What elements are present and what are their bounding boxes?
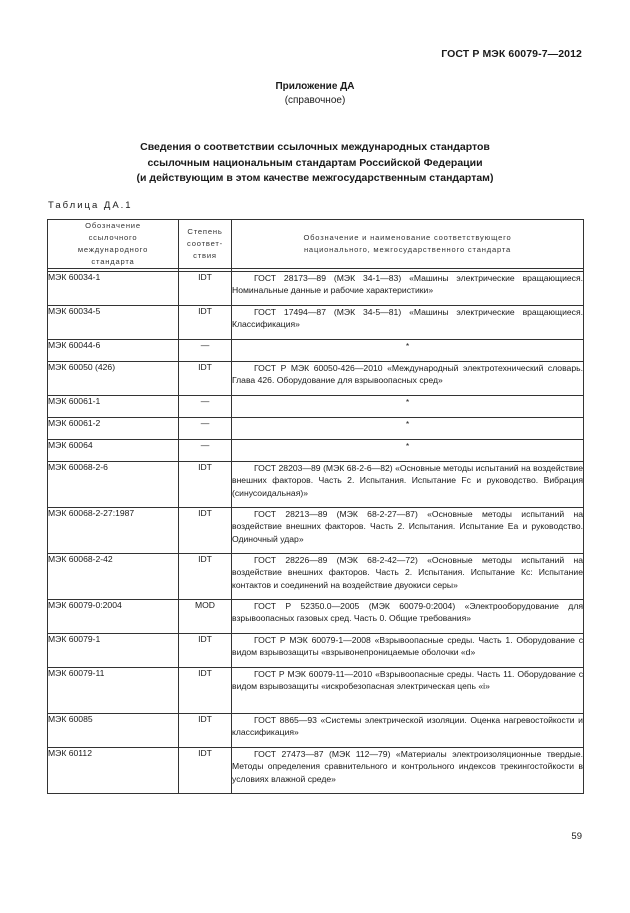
- cell-national-standard: [232, 362, 584, 396]
- cell-international-standard: МЭК 60068-2-6: [48, 462, 179, 508]
- cell-degree: —: [179, 418, 232, 440]
- standards-table: [47, 219, 584, 794]
- cell-international-standard: МЭК 60068-2-27:1987: [48, 508, 179, 554]
- cell-national-standard: [232, 554, 584, 600]
- cell-international-standard: МЭК 60112: [48, 748, 179, 794]
- table-row: [48, 418, 584, 440]
- cell-international-standard: МЭК 60050 (426): [48, 362, 179, 396]
- national-standard-text: ГОСТ 28226—89 (МЭК 68-2-42—72) «Основные методы испытаний на воздействие внешних факторов. Часть 2. Испытания. Испытание Кс: Испытание контактов и соединений на воздействие двуокиси серы»: [232, 555, 583, 590]
- cell-degree: IDT: [179, 508, 232, 554]
- cell-degree: IDT: [179, 714, 232, 748]
- cell-degree: IDT: [179, 668, 232, 714]
- table-row: [48, 714, 584, 748]
- cell-national-standard: [232, 600, 584, 634]
- national-standard-text: *: [405, 397, 410, 407]
- cell-international-standard: МЭК 60061-1: [48, 396, 179, 418]
- cell-national-standard: [232, 418, 584, 440]
- section-title-line-3: (и действующим в этом качестве межгосударственным стандартам): [136, 172, 494, 184]
- cell-national-standard: [232, 272, 584, 306]
- cell-degree: IDT: [179, 362, 232, 396]
- cell-international-standard: МЭК 60034-1: [48, 272, 179, 306]
- national-standard-text: ГОСТ 8865—93 «Системы электрической изоляции. Оценка нагревостойкости и классификация»: [232, 715, 583, 738]
- table-row: [48, 272, 584, 306]
- national-standard-text: ГОСТ 28203—89 (МЭК 68-2-6—82) «Основные методы испытаний на воздействие внешних факторов. Часть 2. Испытания. Испытание Fc и руководство. Вибрация (синусоидальная)»: [232, 463, 583, 498]
- national-standard-text: *: [405, 441, 410, 451]
- national-standard-text: ГОСТ 17494—87 (МЭК 34-5—81) «Машины электрические вращающиеся. Классификация»: [232, 307, 583, 330]
- table-row: [48, 600, 584, 634]
- national-standard-text: ГОСТ 28173—89 (МЭК 34-1—83) «Машины электрические вращающиеся. Номинальные данные и рабочие характеристики»: [232, 273, 583, 296]
- cell-international-standard: МЭК 60064: [48, 440, 179, 462]
- national-standard-text: ГОСТ Р МЭК 60050-426—2010 «Международный электротехнический словарь. Глава 426. Оборудование для взрывоопасных сред»: [232, 363, 583, 386]
- national-standard-text: ГОСТ 28213—89 (МЭК 68-2-27—87) «Основные методы испытаний на воздействие внешних факторов. Часть 2. Испытания. Испытание Ea и руководство. Одиночный удар»: [232, 509, 583, 544]
- cell-degree: IDT: [179, 306, 232, 340]
- cell-degree: IDT: [179, 634, 232, 668]
- table-row: [48, 440, 584, 462]
- section-title-line-2: ссылочным национальным стандартам Российской Федерации: [147, 156, 483, 169]
- header-international-standard: Обозначение ссылочного международного стандарта: [48, 220, 179, 269]
- cell-degree: IDT: [179, 748, 232, 794]
- table-row: [48, 668, 584, 714]
- header-degree: Степень соответ-ствия: [179, 220, 232, 269]
- national-standard-text: ГОСТ Р 52350.0—2005 (МЭК 60079-0:2004) «Электрооборудование для взрывоопасных газовых сред. Часть 0. Общие требования»: [232, 601, 583, 624]
- cell-national-standard: [232, 748, 584, 794]
- cell-degree: —: [179, 340, 232, 362]
- cell-degree: —: [179, 396, 232, 418]
- cell-national-standard: [232, 440, 584, 462]
- cell-degree: IDT: [179, 462, 232, 508]
- national-standard-text: *: [405, 419, 410, 429]
- cell-international-standard: МЭК 60034-5: [48, 306, 179, 340]
- cell-national-standard: [232, 306, 584, 340]
- header-national-standard: Обозначение и наименование соответствующего национального, межгосударственного стандарта: [232, 220, 584, 269]
- cell-national-standard: [232, 634, 584, 668]
- table-label: Таблица ДА.1: [48, 200, 133, 211]
- cell-international-standard: МЭК 60079-0:2004: [48, 600, 179, 634]
- appendix-title: Приложение ДА: [275, 81, 355, 92]
- appendix-subtitle: (справочное): [284, 95, 346, 106]
- table-row: [48, 634, 584, 668]
- table-header-row: [48, 220, 584, 269]
- cell-national-standard: [232, 396, 584, 418]
- table-row: [48, 748, 584, 794]
- cell-international-standard: МЭК 60061-2: [48, 418, 179, 440]
- section-title-line-1: Сведения о соответствии ссылочных международных стандартов: [140, 141, 490, 153]
- cell-degree: —: [179, 440, 232, 462]
- section-title: [40, 140, 590, 187]
- cell-degree: IDT: [179, 272, 232, 306]
- cell-degree: IDT: [179, 554, 232, 600]
- cell-national-standard: [232, 714, 584, 748]
- national-standard-text: ГОСТ Р МЭК 60079-11—2010 «Взрывоопасные среды. Часть 11. Оборудование с видом взрывозащиты «искробезопасная электрическая цепь «i»: [232, 669, 583, 692]
- table-body: [48, 272, 584, 794]
- national-standard-text: *: [405, 341, 410, 351]
- cell-national-standard: [232, 508, 584, 554]
- cell-national-standard: [232, 668, 584, 714]
- cell-national-standard: [232, 462, 584, 508]
- national-standard-text: ГОСТ 27473—87 (МЭК 112—79) «Материалы электроизоляционные твердые. Методы определения сравнительного и контрольного индексов трекингостойкости в условиях влажной среде»: [232, 749, 583, 784]
- cell-international-standard: МЭК 60085: [48, 714, 179, 748]
- table-row: [48, 554, 584, 600]
- document-code: ГОСТ Р МЭК 60079-7—2012: [441, 48, 582, 60]
- cell-national-standard: [232, 340, 584, 362]
- table-row: [48, 340, 584, 362]
- cell-international-standard: МЭК 60044-6: [48, 340, 179, 362]
- cell-international-standard: МЭК 60079-11: [48, 668, 179, 714]
- table-row: [48, 396, 584, 418]
- cell-international-standard: МЭК 60079-1: [48, 634, 179, 668]
- table-row: [48, 462, 584, 508]
- national-standard-text: ГОСТ Р МЭК 60079-1—2008 «Взрывоопасные среды. Часть 1. Оборудование с видом взрывозащиты «взрывонепроницаемые оболочки «d»: [232, 635, 583, 658]
- cell-international-standard: МЭК 60068-2-42: [48, 554, 179, 600]
- page-number: 59: [571, 831, 582, 842]
- table-row: [48, 362, 584, 396]
- appendix-heading: [0, 80, 630, 108]
- table-row: [48, 306, 584, 340]
- table-row: [48, 508, 584, 554]
- cell-degree: MOD: [179, 600, 232, 634]
